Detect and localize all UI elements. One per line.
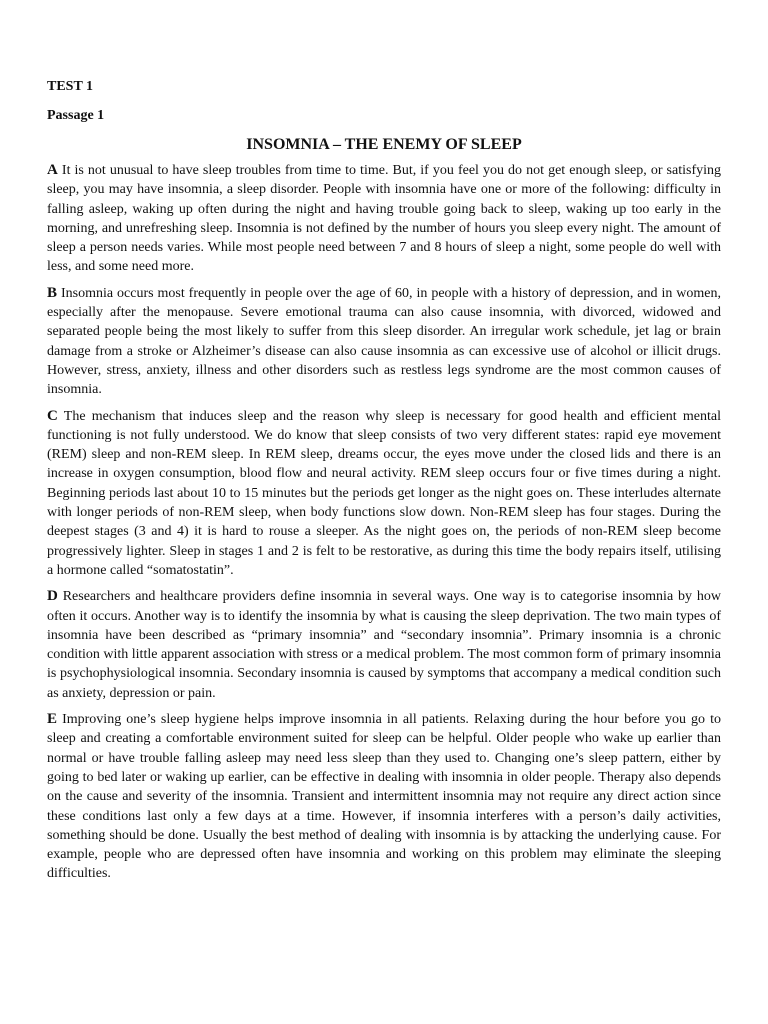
paragraph-text: Insomnia occurs most frequently in people over the age of 60, in people with a history of depression, and in women, especially after the menopause. Severe emotional trauma can also cause insomnia, with divorced, widowed and separated people being the most likely to suffer from this sleep disorder. An irregular work schedule, jet lag or brain damage from a stroke or Alzheimer’s disease can also cause insomnia as can excessive use of alcohol or illicit drugs. However, stress, anxiety, illness and other disorders such as restless legs syndrome are the most common causes of insomnia. (47, 285, 722, 398)
test-label: TEST 1 (47, 79, 94, 94)
paragraph-a (47, 161, 721, 277)
paragraph-c (47, 407, 721, 581)
paragraph-text: Researchers and healthcare providers define insomnia in several ways. One way is to categorise insomnia by how often it occurs. Another way is to identify the insomnia by what is causing the sleep deprivation. The two main types of insomnia have been described as “primary insomnia” and “secondary insomnia”. Primary insomnia is a chronic condition with little apparent association with stress or a medical problem. The most common form of primary insomnia is psychophysiological insomnia. Secondary insomnia is caused by symptoms that accompany a medical condition such as anxiety, depression or pain. (47, 589, 722, 701)
paragraph-text: The mechanism that induces sleep and the reason why sleep is necessary for good health and efficient mental functioning is not fully understood. We do know that sleep consists of two very different states: rapid eye movement (REM) sleep and non-REM sleep. In REM sleep, dreams occur, the eyes move under the closed lids and there is an increase in oxygen consumption, blood flow and neural activity. REM sleep occurs four or five times during a night. Beginning periods last about 10 to 15 minutes but the periods get longer as the night goes on. These interludes alternate with longer periods of non-REM sleep, when body functions slow down. Non-REM sleep has four stages. During the deepest stages (3 and 4) it is hard to rouse a sleeper. As the night goes on, the periods of non-REM sleep become progressively lighter. Sleep in stages 1 and 2 is felt to be restorative, as during this time the body repairs itself, utilising a hormone called “somatostatin”. (47, 408, 721, 578)
paragraph-letter: A (47, 162, 58, 178)
paragraph-d (47, 587, 721, 703)
paragraph-text: It is not unusual to have sleep troubles from time to time. But, if you feel you do not get enough sleep, or satisfying sleep, you may have insomnia, a sleep disorder. People with insomnia have one or more of the following: difficulty in falling asleep, waking up often during the night and having trouble going back to sleep, waking up too early in the morning, and unrefreshing sleep. Insomnia is not defined by the number of hours you sleep every night. The amount of sleep a person needs varies. While most people need between 7 and 8 hours of sleep a night, some people do well with less, and some need more. (47, 163, 721, 275)
document-page (47, 78, 721, 891)
paragraph-letter: B (47, 284, 58, 301)
paragraph-letter: C (47, 407, 58, 424)
paragraph-b (47, 284, 721, 400)
paragraph-e (47, 710, 721, 884)
paragraph-letter: E (47, 711, 58, 728)
paragraph-text: Improving one’s sleep hygiene helps improve insomnia in all patients. Relaxing during the hour before you go to sleep and creating a comfortable environment suited for sleep can be helpful. Older people who wake up earlier than normal or have trouble falling asleep may need less sleep than they used to. Changing one’s sleep pattern, either by going to bed later or waking up earlier, can be effective in dealing with insomnia in older people. Therapy also depends on the cause and severity of the insomnia. Transient and intermittent insomnia may not require any direct action since these conditions last only a few days at a time. However, if insomnia interferes with a person’s daily activities, something should be done. Usually the best method of dealing with insomnia is by attacking the underlying cause. For example, people who are depressed often have insomnia and working on this problem may eliminate the sleeping difficulties. (47, 712, 721, 882)
passage-title: INSOMNIA – THE ENEMY OF SLEEP (246, 136, 522, 153)
passage-label: Passage 1 (47, 108, 105, 123)
paragraph-letter: D (47, 588, 58, 605)
